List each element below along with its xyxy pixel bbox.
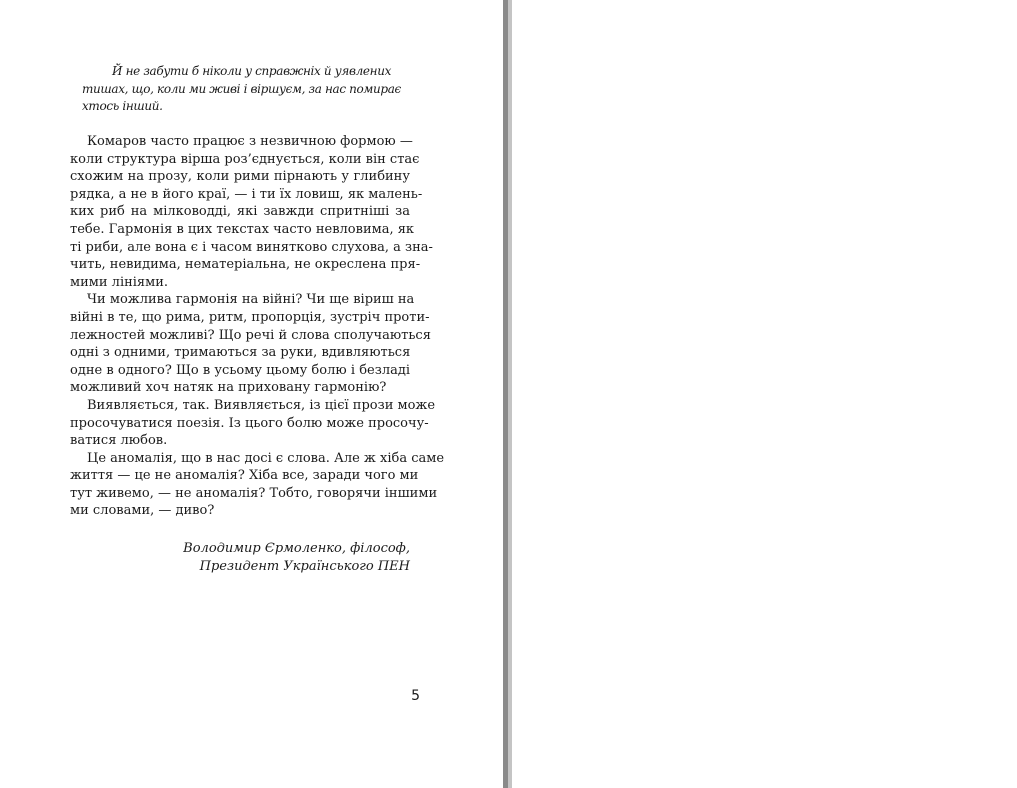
- text-line: лежностей можливі? Що речі й слова сполучаються: [70, 327, 431, 343]
- paragraph: [70, 450, 445, 520]
- text-line: ми словами, — диво?: [70, 503, 215, 519]
- paragraph: [70, 133, 433, 291]
- text-line: життя — це не аномалія? Хіба все, заради чого ми: [70, 468, 419, 484]
- text-line: чить, невидима, нематеріальна, не окреслена пря-: [70, 257, 421, 273]
- text-line: Чи можлива гармонія на війні? Чи ще віриш на: [87, 292, 415, 308]
- text-line: ті риби, але вона є і часом винятково слухова, а зна-: [70, 239, 433, 255]
- text-line: одне в одного? Що в усьому цьому болю і безладі: [70, 362, 410, 378]
- signature: [70, 540, 410, 575]
- text-line: ких риб на мілководді, які завжди спритніші за: [70, 204, 410, 220]
- text-line: ватися любов.: [70, 433, 168, 449]
- epigraph-line: хтось інший.: [82, 99, 163, 113]
- text-line: коли структура вірша роз’єднується, коли він стає: [70, 151, 420, 167]
- text-line: схожим на прозу, коли рими пірнають у глибину: [70, 169, 410, 185]
- left-page: [0, 0, 503, 788]
- text-line: можливий хоч натяк на приховану гармонію?: [70, 380, 387, 396]
- paragraph: [70, 291, 431, 397]
- signature-title: Президент Українського ПЕН: [199, 558, 410, 574]
- epigraph: [82, 63, 401, 116]
- text-line: рядка, а не в його краї, — і ти їх ловиш, як малень-: [70, 186, 423, 202]
- text-line: тебе. Гармонія в цих текстах часто невловима, як: [70, 221, 415, 237]
- text-line: Комаров часто працює з незвичною формою —: [87, 134, 413, 149]
- text-line: війні в те, що рима, ритм, пропорція, зустріч проти-: [70, 309, 430, 325]
- text-line: мими лініями.: [70, 274, 169, 290]
- text-line: Це аномалія, що в нас досі є слова. Але ж хіба саме: [87, 450, 445, 466]
- paragraph: [70, 397, 436, 450]
- text-line: просочуватися поезія. Із цього болю може просочу-: [70, 415, 429, 431]
- epigraph-line: тишах, що, коли ми живі і віршуєм, за нас помирає: [82, 81, 401, 96]
- body-text: [70, 133, 445, 520]
- text-line: тут живемо, — не аномалія? Тобто, говорячи іншими: [70, 485, 438, 501]
- right-page: [512, 0, 1017, 788]
- page-number: 5: [411, 688, 420, 704]
- text-line: Виявляється, так. Виявляється, із цієї прози може: [87, 397, 436, 413]
- epigraph-line: Й не забути б ніколи у справжніх й уявлених: [112, 64, 391, 78]
- signature-author: Володимир Єрмоленко, філософ,: [183, 541, 410, 556]
- text-line: одні з одними, тримаються за руки, вдивляються: [70, 345, 411, 361]
